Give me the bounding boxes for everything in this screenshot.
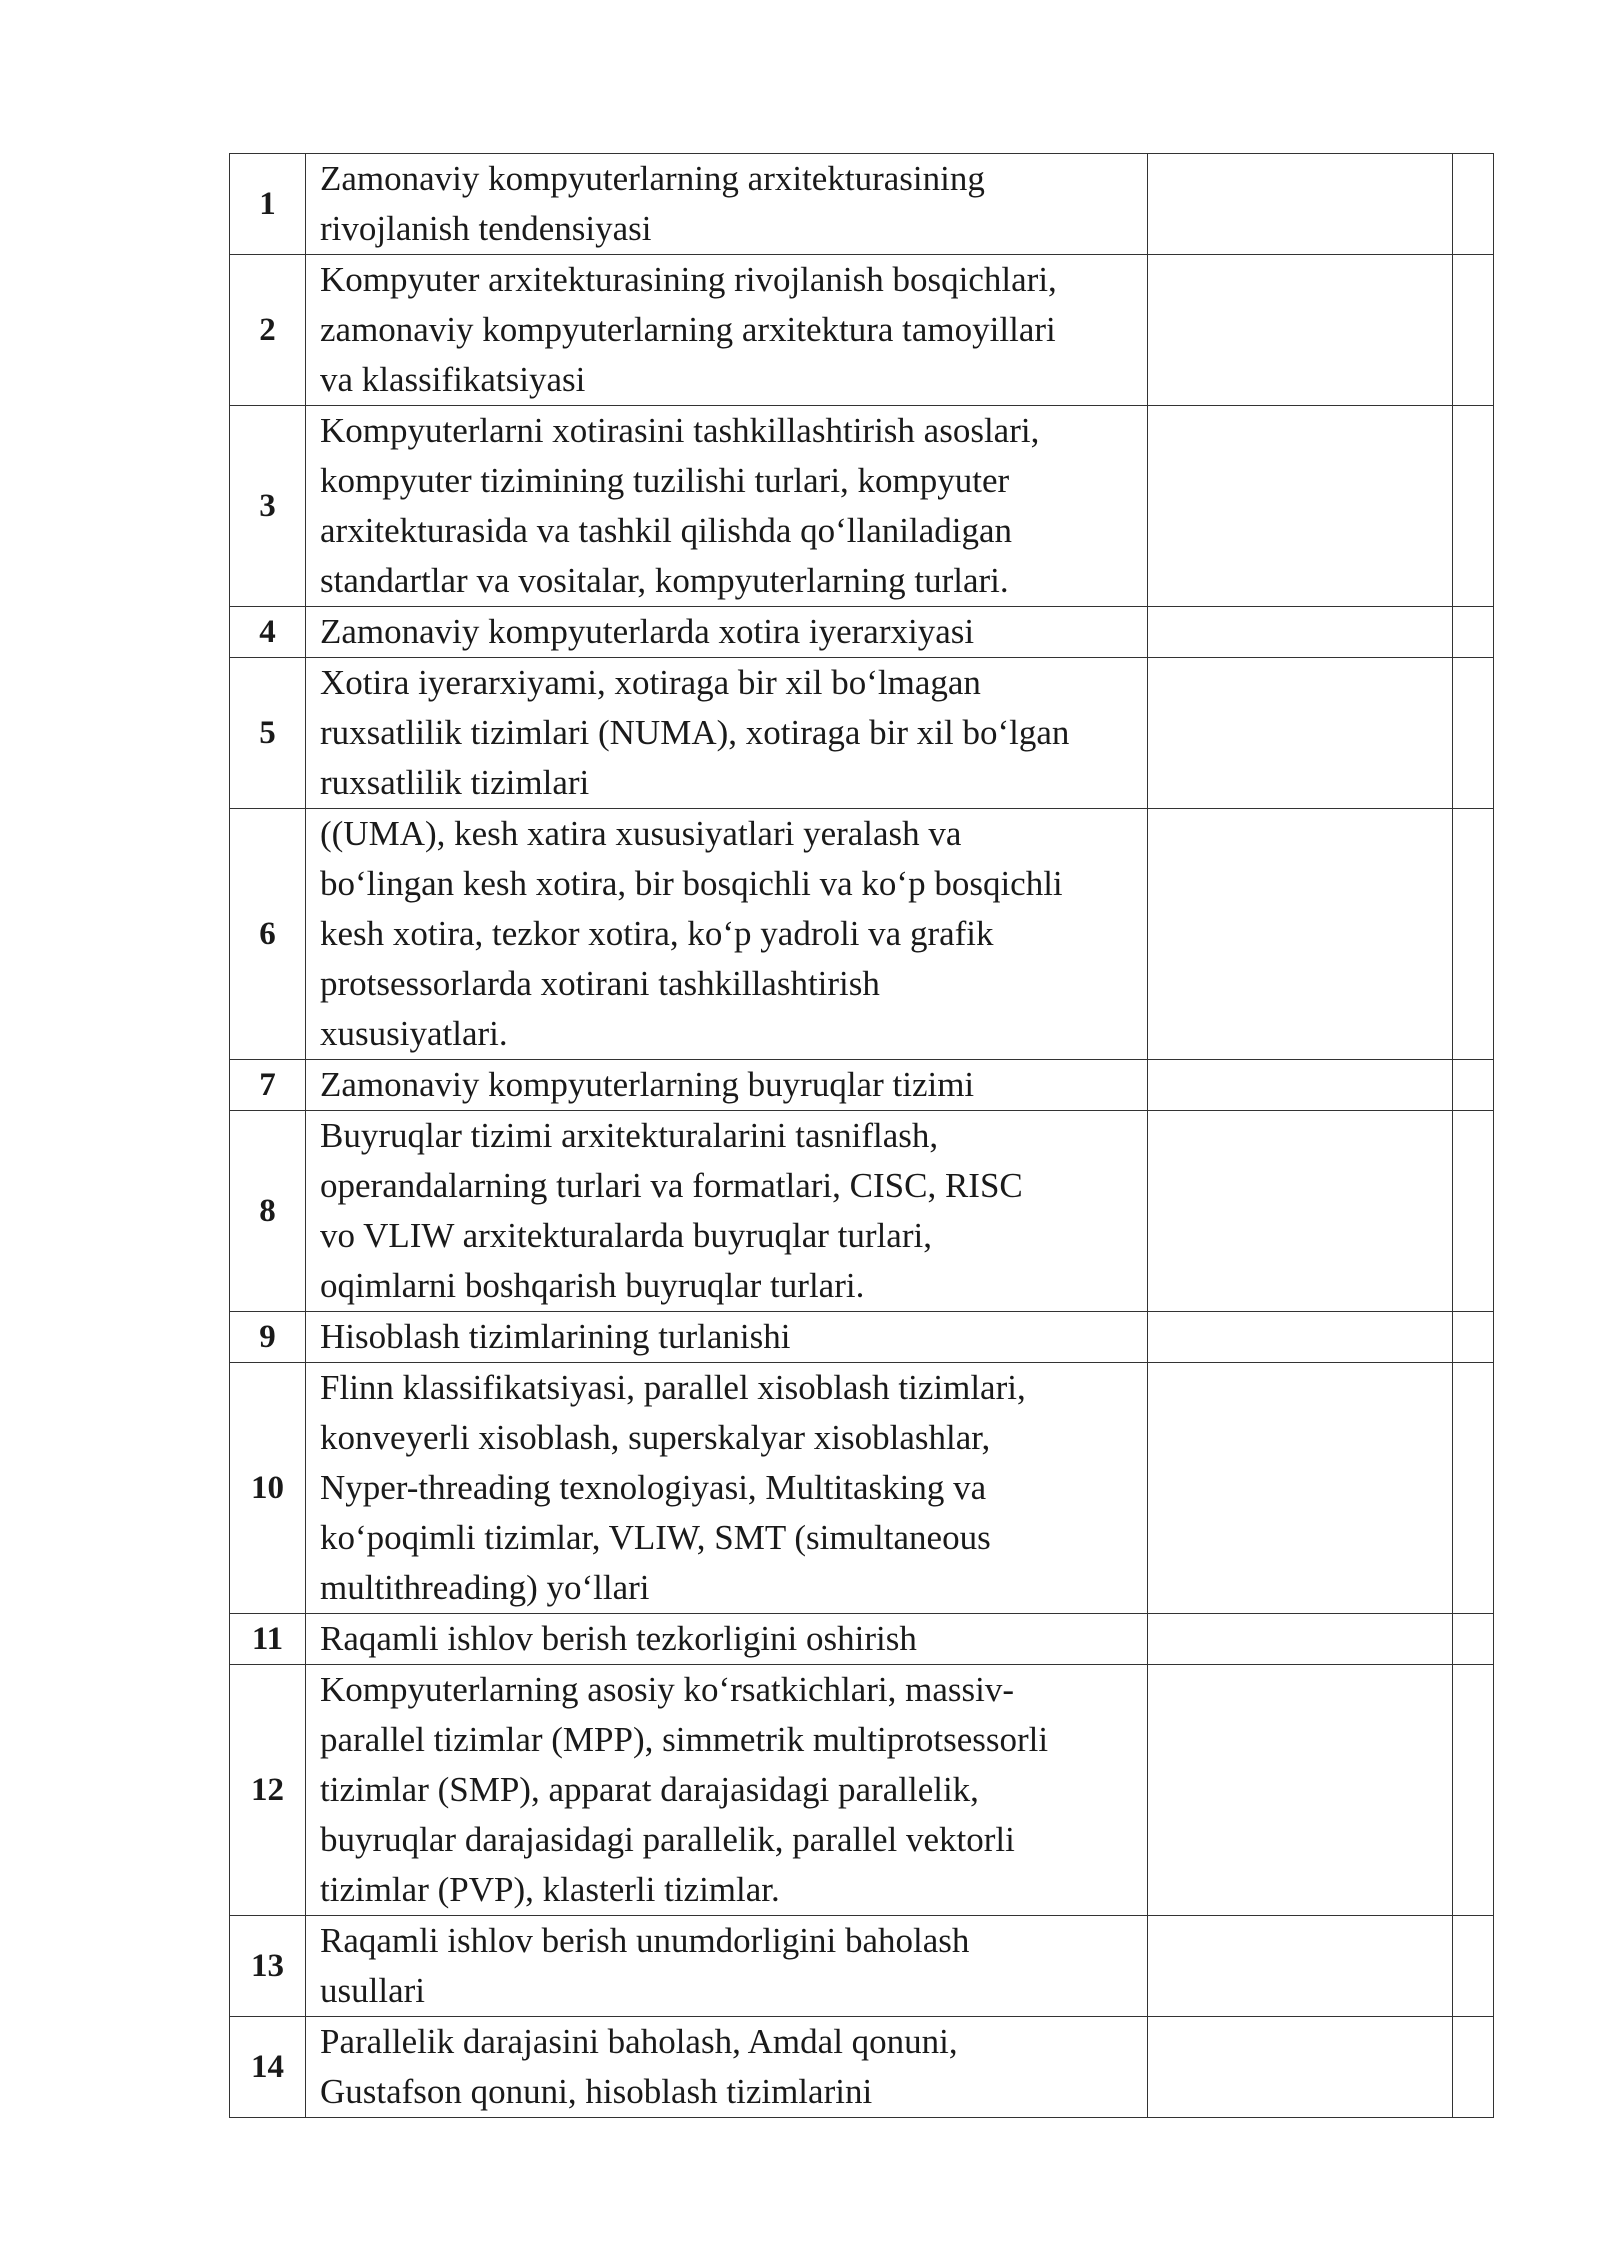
table-row (230, 607, 1494, 658)
extra-cell (1453, 658, 1494, 809)
row-number: 11 (230, 1614, 306, 1665)
table-row (230, 1111, 1494, 1312)
topic-text: ((UMA), kesh xatira xususiyatlari yeralash va bo‘lingan kesh xotira, bir bosqichli va ko‘p bosqichli kesh xotira, tezkor xotira, ko‘p yadroli va grafik protsessorlarda xotirani tashkillashtirish xususiyatlari. (306, 809, 1148, 1060)
hours-cell (1148, 2017, 1453, 2118)
topic-text: Kompyuterlarni xotirasini tashkillashtirish asoslari, kompyuter tizimining tuzilishi turlari, kompyuter arxitekturasida va tashkil qilishda qo‘llaniladigan standartlar va vositalar, kompyuterlarning turlari. (306, 406, 1148, 607)
topic-text: Raqamli ishlov berish tezkorligini oshirish (306, 1614, 1148, 1665)
table-row (230, 1665, 1494, 1916)
table-row (230, 1060, 1494, 1111)
row-number: 12 (230, 1665, 306, 1916)
extra-cell (1453, 607, 1494, 658)
table-row (230, 1614, 1494, 1665)
row-number: 2 (230, 255, 306, 406)
topic-text: Raqamli ishlov berish unumdorligini baholash usullari (306, 1916, 1148, 2017)
topic-text: Kompyuterlarning asosiy ko‘rsatkichlari, massiv- parallel tizimlar (MPP), simmetrik multiprotsessorli tizimlar (SMP), apparat darajasidagi parallelik, buyruqlar darajasidagi parallelik, parallel vektorli tizimlar (PVP), klasterli tizimlar. (306, 1665, 1148, 1916)
extra-cell (1453, 1060, 1494, 1111)
table-row (230, 1363, 1494, 1614)
row-number: 8 (230, 1111, 306, 1312)
table-row (230, 1312, 1494, 1363)
hours-cell (1148, 1916, 1453, 2017)
extra-cell (1453, 2017, 1494, 2118)
extra-cell (1453, 1665, 1494, 1916)
extra-cell (1453, 1111, 1494, 1312)
row-number: 7 (230, 1060, 306, 1111)
row-number: 6 (230, 809, 306, 1060)
table-row (230, 658, 1494, 809)
row-number: 5 (230, 658, 306, 809)
extra-cell (1453, 1312, 1494, 1363)
hours-cell (1148, 658, 1453, 809)
hours-cell (1148, 1665, 1453, 1916)
hours-cell (1148, 1312, 1453, 1363)
topic-text: Hisoblash tizimlarining turlanishi (306, 1312, 1148, 1363)
topics-table-body (230, 154, 1494, 2118)
hours-cell (1148, 1363, 1453, 1614)
topic-text: Kompyuter arxitekturasining rivojlanish bosqichlari, zamonaviy kompyuterlarning arxitektura tamoyillari va klassifikatsiyasi (306, 255, 1148, 406)
extra-cell (1453, 406, 1494, 607)
row-number: 4 (230, 607, 306, 658)
topic-text: Zamonaviy kompyuterlarda xotira iyerarxiyasi (306, 607, 1148, 658)
extra-cell (1453, 1363, 1494, 1614)
hours-cell (1148, 1614, 1453, 1665)
hours-cell (1148, 809, 1453, 1060)
topics-table (229, 153, 1494, 2118)
row-number: 9 (230, 1312, 306, 1363)
table-row (230, 154, 1494, 255)
extra-cell (1453, 1916, 1494, 2017)
hours-cell (1148, 1111, 1453, 1312)
topic-text: Buyruqlar tizimi arxitekturalarini tasniflash, operandalarning turlari va formatlari, CISC, RISC vo VLIW arxitekturalarda buyruqlar turlari, oqimlarni boshqarish buyruqlar turlari. (306, 1111, 1148, 1312)
row-number: 13 (230, 1916, 306, 2017)
hours-cell (1148, 406, 1453, 607)
table-row (230, 255, 1494, 406)
hours-cell (1148, 1060, 1453, 1111)
table-row (230, 2017, 1494, 2118)
table-row (230, 809, 1494, 1060)
topic-text: Zamonaviy kompyuterlarning arxitekturasining rivojlanish tendensiyasi (306, 154, 1148, 255)
extra-cell (1453, 809, 1494, 1060)
row-number: 10 (230, 1363, 306, 1614)
hours-cell (1148, 154, 1453, 255)
row-number: 1 (230, 154, 306, 255)
table-row (230, 406, 1494, 607)
topic-text: Xotira iyerarxiyami, xotiraga bir xil bo‘lmagan ruxsatlilik tizimlari (NUMA), xotiraga bir xil bo‘lgan ruxsatlilik tizimlari (306, 658, 1148, 809)
extra-cell (1453, 1614, 1494, 1665)
topic-text: Flinn klassifikatsiyasi, parallel xisoblash tizimlari, konveyerli xisoblash, superskalyar xisoblashlar, Nyper-threading texnologiyasi, Multitasking va ko‘poqimli tizimlar, VLIW, SMT (simultaneous multithreading) yo‘llari (306, 1363, 1148, 1614)
topic-text: Zamonaviy kompyuterlarning buyruqlar tizimi (306, 1060, 1148, 1111)
extra-cell (1453, 255, 1494, 406)
table-row (230, 1916, 1494, 2017)
row-number: 14 (230, 2017, 306, 2118)
topic-text: Parallelik darajasini baholash, Amdal qonuni, Gustafson qonuni, hisoblash tizimlarini (306, 2017, 1148, 2118)
extra-cell (1453, 154, 1494, 255)
hours-cell (1148, 255, 1453, 406)
row-number: 3 (230, 406, 306, 607)
hours-cell (1148, 607, 1453, 658)
